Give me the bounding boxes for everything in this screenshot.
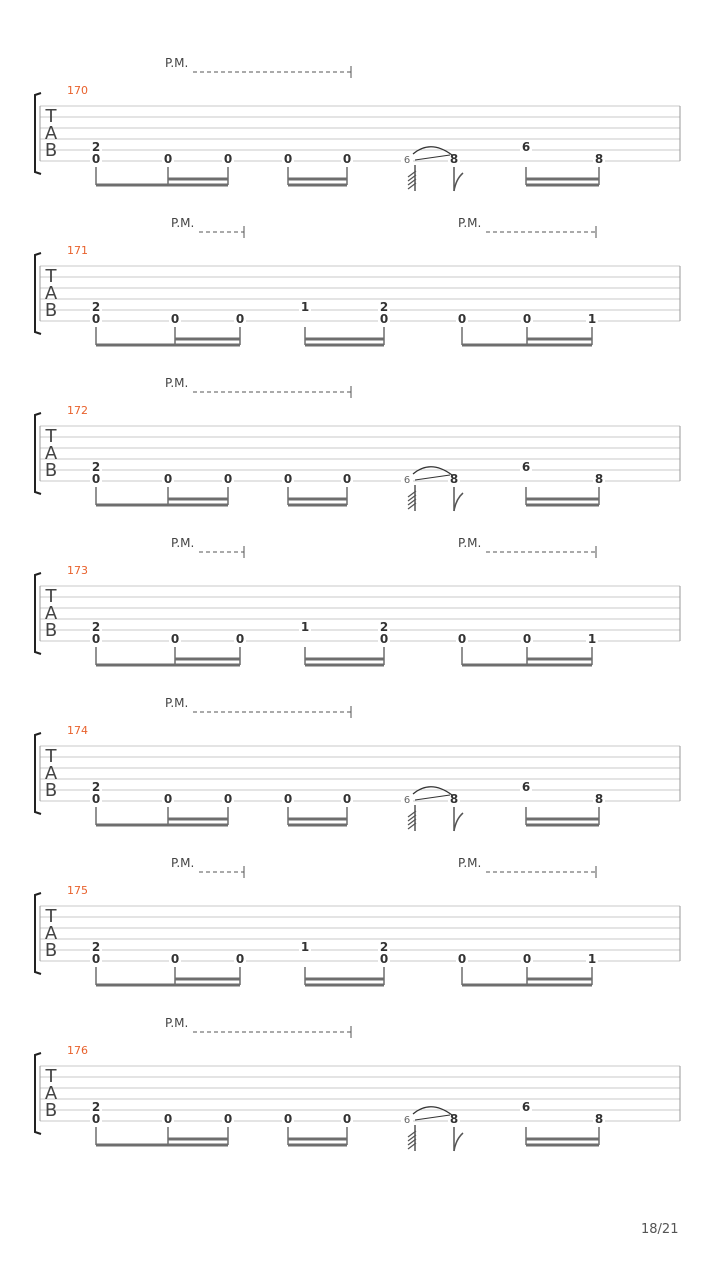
fret-number: 1	[587, 632, 597, 646]
tab-system-172	[35, 376, 680, 511]
tab-letter-b: B	[44, 940, 58, 961]
fret-number: 2	[91, 460, 101, 474]
fret-number: 0	[91, 312, 101, 326]
fret-number: 6	[521, 1100, 531, 1114]
palm-mute-label: P.M.	[458, 536, 482, 550]
slide-line	[415, 1115, 450, 1120]
fret-number: 0	[91, 152, 101, 166]
fret-number: 0	[223, 1112, 233, 1126]
measure-number: 172	[67, 404, 88, 417]
fret-number: 0	[235, 312, 245, 326]
fret-number: 2	[379, 300, 389, 314]
fret-number: 8	[449, 152, 459, 166]
fret-number: 0	[522, 632, 532, 646]
tab-letter-b: B	[44, 1100, 58, 1121]
tab-system-174	[35, 696, 680, 831]
fret-number: 2	[91, 940, 101, 954]
fret-number: 0	[163, 152, 173, 166]
fret-number: 0	[91, 1112, 101, 1126]
fret-number: 0	[223, 472, 233, 486]
fret-number: 0	[522, 312, 532, 326]
fret-number: 0	[457, 952, 467, 966]
note-flag	[454, 813, 463, 831]
page-indicator: 18/21	[641, 1222, 679, 1237]
tab-letter-a: A	[44, 763, 58, 784]
slide-line	[415, 155, 450, 160]
tab-system-173	[35, 536, 680, 665]
fret-number: 6	[403, 795, 411, 806]
palm-mute-label: P.M.	[171, 216, 195, 230]
tab-letter-t: T	[45, 906, 57, 927]
tab-letter-a: A	[44, 123, 58, 144]
fret-number: 8	[594, 152, 604, 166]
fret-number: 0	[91, 792, 101, 806]
note-flag	[454, 493, 463, 511]
fret-number: 2	[379, 940, 389, 954]
fret-number: 0	[283, 472, 293, 486]
fret-number: 2	[91, 620, 101, 634]
palm-mute-label: P.M.	[165, 376, 189, 390]
fret-number: 6	[403, 155, 411, 166]
slide-line	[415, 795, 450, 800]
tab-letter-a: A	[44, 443, 58, 464]
fret-number: 8	[594, 472, 604, 486]
measure-number: 174	[67, 724, 88, 737]
fret-number: 8	[449, 792, 459, 806]
fret-number: 0	[283, 792, 293, 806]
fret-number: 0	[457, 632, 467, 646]
fret-number: 0	[170, 952, 180, 966]
fret-number: 6	[403, 475, 411, 486]
palm-mute-label: P.M.	[165, 1016, 189, 1030]
tie-arc	[413, 147, 452, 155]
fret-number: 2	[379, 620, 389, 634]
fret-number: 0	[342, 152, 352, 166]
fret-number: 0	[283, 152, 293, 166]
slide-line	[415, 475, 450, 480]
measure-number: 173	[67, 564, 88, 577]
fret-number: 2	[91, 300, 101, 314]
palm-mute-label: P.M.	[458, 856, 482, 870]
palm-mute-label: P.M.	[171, 856, 195, 870]
measure-number: 175	[67, 884, 88, 897]
tie-arc	[413, 787, 452, 795]
fret-number: 1	[300, 300, 310, 314]
fret-number: 0	[342, 792, 352, 806]
fret-number: 0	[170, 632, 180, 646]
palm-mute-label: P.M.	[165, 56, 189, 70]
fret-number: 0	[379, 952, 389, 966]
measure-number: 171	[67, 244, 88, 257]
fret-number: 1	[587, 952, 597, 966]
tab-letter-b: B	[44, 780, 58, 801]
note-flag	[454, 173, 463, 191]
fret-number: 0	[342, 472, 352, 486]
fret-number: 6	[403, 1115, 411, 1126]
fret-number: 8	[449, 472, 459, 486]
fret-number: 0	[379, 632, 389, 646]
note-flag	[454, 1133, 463, 1151]
fret-number: 1	[300, 940, 310, 954]
tab-letter-b: B	[44, 620, 58, 641]
fret-number: 0	[91, 952, 101, 966]
fret-number: 6	[521, 460, 531, 474]
tab-system-175	[35, 856, 680, 985]
palm-mute-label: P.M.	[458, 216, 482, 230]
fret-number: 0	[163, 1112, 173, 1126]
fret-number: 0	[457, 312, 467, 326]
fret-number: 8	[594, 792, 604, 806]
tab-letter-t: T	[45, 746, 57, 767]
tab-letter-t: T	[45, 106, 57, 127]
measure-number: 170	[67, 84, 88, 97]
tab-letter-a: A	[44, 1083, 58, 1104]
fret-number: 0	[235, 632, 245, 646]
tab-letter-t: T	[45, 426, 57, 447]
tab-system-176	[35, 1016, 680, 1151]
tab-letter-a: A	[44, 923, 58, 944]
fret-number: 0	[235, 952, 245, 966]
tab-letter-t: T	[45, 586, 57, 607]
fret-number: 8	[594, 1112, 604, 1126]
fret-number: 0	[283, 1112, 293, 1126]
tab-letter-a: A	[44, 603, 58, 624]
fret-number: 1	[300, 620, 310, 634]
fret-number: 0	[163, 472, 173, 486]
tab-letter-b: B	[44, 300, 58, 321]
fret-number: 2	[91, 780, 101, 794]
fret-number: 0	[170, 312, 180, 326]
tab-letter-b: B	[44, 140, 58, 161]
fret-number: 6	[521, 140, 531, 154]
tab-letter-b: B	[44, 460, 58, 481]
tie-arc	[413, 1107, 452, 1115]
fret-number: 0	[522, 952, 532, 966]
fret-number: 0	[342, 1112, 352, 1126]
fret-number: 2	[91, 140, 101, 154]
fret-number: 8	[449, 1112, 459, 1126]
fret-number: 6	[521, 780, 531, 794]
measure-number: 176	[67, 1044, 88, 1057]
palm-mute-label: P.M.	[171, 536, 195, 550]
tab-system-171	[35, 216, 680, 345]
tab-letter-t: T	[45, 266, 57, 287]
tab-system-170	[35, 56, 680, 191]
fret-number: 0	[91, 472, 101, 486]
fret-number: 2	[91, 1100, 101, 1114]
fret-number: 0	[91, 632, 101, 646]
fret-number: 1	[587, 312, 597, 326]
palm-mute-label: P.M.	[165, 696, 189, 710]
tab-letter-a: A	[44, 283, 58, 304]
tie-arc	[413, 467, 452, 475]
fret-number: 0	[379, 312, 389, 326]
fret-number: 0	[223, 152, 233, 166]
fret-number: 0	[223, 792, 233, 806]
tab-letter-t: T	[45, 1066, 57, 1087]
fret-number: 0	[163, 792, 173, 806]
